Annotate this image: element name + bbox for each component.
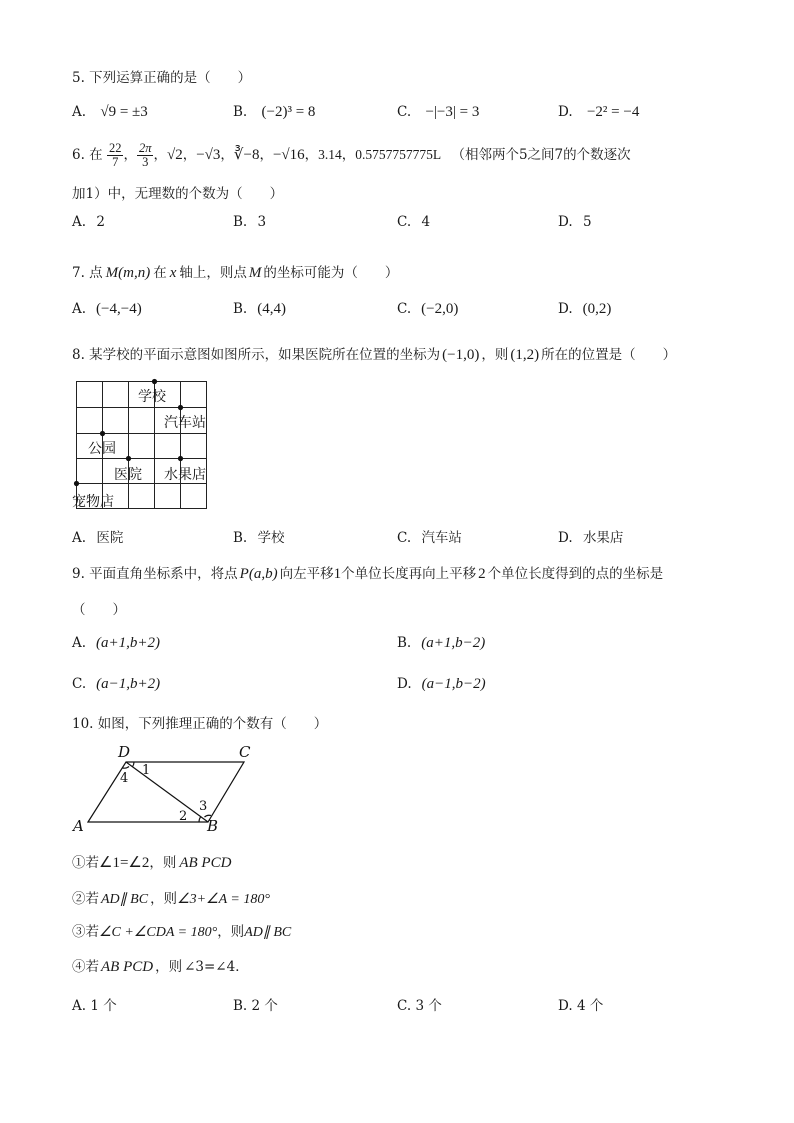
q7-option-d[interactable] <box>558 301 611 318</box>
q9-option-b[interactable] <box>397 635 485 652</box>
q10-statement-3 <box>72 920 291 941</box>
q5-option-d[interactable] <box>558 104 639 121</box>
q7-stem <box>72 261 398 282</box>
q9-stem-b: 向左平移 <box>279 566 334 582</box>
separator: ， <box>341 147 356 163</box>
q10-option-d[interactable] <box>558 994 603 1014</box>
option-value: (−4,−4) <box>96 301 142 317</box>
statement-conclusion: ∠3=∠4． <box>184 959 249 975</box>
q9-stem-line1 <box>72 562 663 583</box>
bus-station-dot <box>178 405 183 410</box>
map-label-pet-store: 宠物店 <box>72 494 114 510</box>
q9-shift-up: 2 <box>478 566 486 582</box>
angle-label-2: 2 <box>179 809 188 824</box>
statement-mark: ④若 <box>72 959 99 975</box>
option-key: B. <box>233 998 248 1014</box>
option-key: A. <box>72 214 87 230</box>
option-value: (−2,0) <box>421 301 459 317</box>
q8-option-c[interactable] <box>397 526 462 546</box>
fruit-store-dot <box>178 456 183 461</box>
option-value: 医院 <box>96 530 124 546</box>
option-expr: −2² = −4 <box>586 104 640 120</box>
option-key: A. <box>72 530 87 546</box>
separator: ， <box>304 147 319 163</box>
q10-option-b[interactable] <box>233 994 278 1014</box>
q7-name: M <box>248 265 262 281</box>
q9-stem-line2: （ ） <box>72 602 126 618</box>
statement-condition: AD∥ BC <box>101 892 149 907</box>
option-value: (0,2) <box>582 301 612 317</box>
vertex-label-d: D <box>118 743 131 761</box>
map-label-bus-station: 汽车站 <box>164 415 206 431</box>
q6-stem-line2: 加1）中，无理数的个数为（ ） <box>72 186 284 202</box>
statement-condition: ∠C +∠CDA = 180° <box>99 925 218 940</box>
frac-numerator: 2π <box>138 140 152 155</box>
map-label-park: 公园 <box>88 441 116 457</box>
q10-option-c[interactable] <box>397 994 442 1014</box>
q10-statement-2 <box>72 887 270 908</box>
option-key: D. <box>558 998 573 1014</box>
vertex-label-b: B <box>207 817 219 835</box>
option-key: D. <box>558 214 573 230</box>
option-key: C. <box>397 104 412 120</box>
q5-option-a[interactable] <box>72 104 148 121</box>
statement-then: ，则 <box>150 891 178 907</box>
q6-fraction-22-7 <box>107 142 124 169</box>
pet-store-dot <box>74 481 79 486</box>
option-value: 水果店 <box>582 530 624 546</box>
diagonal-db <box>126 762 208 822</box>
option-key: D. <box>558 104 573 120</box>
option-value: 3 个 <box>415 998 442 1014</box>
option-key: B. <box>233 104 248 120</box>
q9-shift-left: 1 <box>333 566 342 582</box>
option-expr: (−2)³ = 8 <box>261 104 316 120</box>
q6-item-sqrt2: √2 <box>166 147 183 163</box>
separator: ， <box>153 147 167 163</box>
q6-prefix: 6. 在 <box>72 147 103 163</box>
q9-stem-a: 9. 平面直角坐标系中，将点 <box>72 566 238 582</box>
option-key: D. <box>558 530 573 546</box>
q9-option-a[interactable] <box>72 635 160 652</box>
option-value: 4 个 <box>576 998 604 1014</box>
statement-condition: ∠1=∠2 <box>99 855 150 871</box>
q6-item-3-14: 3.14 <box>318 147 342 162</box>
q7-point: M(m,n) <box>105 265 151 281</box>
q5-option-c[interactable] <box>397 104 479 121</box>
q6-option-a[interactable] <box>72 214 105 230</box>
q8-option-a[interactable] <box>72 526 123 546</box>
angle-label-3: 3 <box>199 799 208 814</box>
vertex-label-a: A <box>73 817 84 835</box>
q8-option-d[interactable] <box>558 526 623 546</box>
option-key: C. <box>72 676 87 692</box>
q5-option-b[interactable] <box>233 104 315 121</box>
q10-stem: 10. 如图，下列推理正确的个数有（ ） <box>72 716 328 732</box>
q6-item-neg-sqrt3: −√3 <box>196 147 221 163</box>
option-key: B. <box>233 214 248 230</box>
q8-coord-hospital: (−1,0) <box>442 347 480 363</box>
statement-conclusion: AB PCD <box>179 855 232 871</box>
q10-parallelogram-figure <box>70 740 260 836</box>
separator: ， <box>123 147 137 163</box>
frac-denominator: 7 <box>112 155 119 169</box>
angle-1-arc <box>133 762 135 767</box>
q9-stem-d: 个单位长度得到的点的坐标是 <box>487 566 664 582</box>
q7-option-c[interactable] <box>397 301 458 318</box>
q8-stem <box>72 343 676 364</box>
q8-option-b[interactable] <box>233 526 285 546</box>
statement-condition: AB PCD <box>101 959 154 975</box>
option-expr: −|−3| = 3 <box>425 104 480 120</box>
angle-label-4: 4 <box>120 771 129 786</box>
q9-stem-c: 个单位长度再向上平移 <box>341 566 477 582</box>
option-key: A. <box>72 635 87 651</box>
vertex-label-c: C <box>239 743 251 761</box>
q7-stem-c: 轴上，则点 <box>179 265 247 281</box>
angle-2-arc <box>199 817 201 822</box>
q7-axis: x <box>169 265 177 281</box>
q6-item-neg-sqrt16: −√16 <box>272 147 305 163</box>
frac-denominator: 3 <box>142 155 149 169</box>
option-value: 学校 <box>257 530 285 546</box>
q7-stem-b: 在 <box>153 265 167 281</box>
separator: ， <box>182 147 197 163</box>
option-key: C. <box>397 214 412 230</box>
q7-option-a[interactable] <box>72 301 142 318</box>
q9-option-c[interactable] <box>72 676 160 693</box>
option-value: (a+1,b−2) <box>421 635 486 651</box>
option-key: D. <box>397 676 412 692</box>
q8-coord-target: (1,2) <box>510 347 540 363</box>
option-key: B. <box>397 635 412 651</box>
q9-point: P(a,b) <box>239 566 278 582</box>
option-value: (a−1,b+2) <box>96 676 161 692</box>
statement-conclusion: ∠3+∠A = 180° <box>177 892 270 907</box>
q8-stem-b: ，则 <box>481 347 509 363</box>
option-key: C. <box>397 998 412 1014</box>
option-expr: √9 = ±3 <box>100 104 148 120</box>
frac-numerator: 22 <box>108 140 122 155</box>
q6-option-b[interactable] <box>233 214 266 230</box>
option-value: 2 个 <box>251 998 278 1014</box>
hospital-dot <box>126 456 131 461</box>
statement-then: ，则 <box>155 959 183 975</box>
option-key: B. <box>233 530 248 546</box>
q6-option-d[interactable] <box>558 214 592 230</box>
option-value: 3 <box>257 214 267 230</box>
statement-mark: ③若 <box>72 924 99 940</box>
statement-conclusion: AD∥ BC <box>244 925 292 940</box>
option-value: 4 <box>421 214 431 230</box>
map-label-school: 学校 <box>138 389 166 405</box>
statement-mark: ②若 <box>72 891 99 907</box>
q7-option-b[interactable] <box>233 301 286 318</box>
q10-option-a[interactable] <box>72 994 117 1014</box>
option-value: 1 个 <box>90 998 117 1014</box>
option-value: (a−1,b−2) <box>421 676 486 692</box>
statement-then: ，则 <box>217 924 245 940</box>
option-key: A. <box>72 998 87 1014</box>
option-key: D. <box>558 301 573 317</box>
q8-stem-c: 所在的位置是（ ） <box>541 347 677 363</box>
option-value: 5 <box>582 214 592 230</box>
q6-option-c[interactable] <box>397 214 430 230</box>
q6-fraction-2pi-3 <box>137 142 154 169</box>
q9-option-d[interactable] <box>397 676 486 693</box>
option-value: (4,4) <box>257 301 286 317</box>
map-label-fruit-store: 水果店 <box>164 467 206 483</box>
statement-mark: ①若 <box>72 855 99 871</box>
q6-item-cbrt-neg8: ∛−8 <box>233 147 260 163</box>
park-dot <box>100 431 105 436</box>
option-value: 汽车站 <box>421 530 462 546</box>
separator: ， <box>220 147 234 163</box>
angle-label-1: 1 <box>142 763 151 778</box>
option-key: A. <box>72 104 87 120</box>
school-dot <box>152 379 157 384</box>
q5-stem: 5. 下列运算正确的是（ ） <box>72 70 252 86</box>
q6-tail: （相邻两个5之间7的个数逐次 <box>451 147 631 163</box>
option-key: A. <box>72 301 87 317</box>
q8-school-map <box>72 376 214 516</box>
q7-stem-a: 7. 点 <box>72 265 103 281</box>
q10-statement-1 <box>72 851 231 872</box>
option-value: (a+1,b+2) <box>96 635 161 651</box>
option-value: 2 <box>96 214 105 230</box>
q8-stem-a: 8. 某学校的平面示意图如图所示，如果医院所在位置的坐标为 <box>72 347 441 363</box>
q7-stem-d: 的坐标可能为（ ） <box>263 265 399 281</box>
q6-item-decimal: 0.5757757775L <box>355 147 442 162</box>
statement-then: ，则 <box>149 855 177 871</box>
option-key: B. <box>233 301 248 317</box>
map-label-hospital: 医院 <box>114 467 142 483</box>
q6-stem-line1 <box>72 137 631 173</box>
option-key: C. <box>397 530 412 546</box>
separator: ， <box>259 147 273 163</box>
option-key: C. <box>397 301 412 317</box>
q10-statement-4 <box>72 955 249 976</box>
